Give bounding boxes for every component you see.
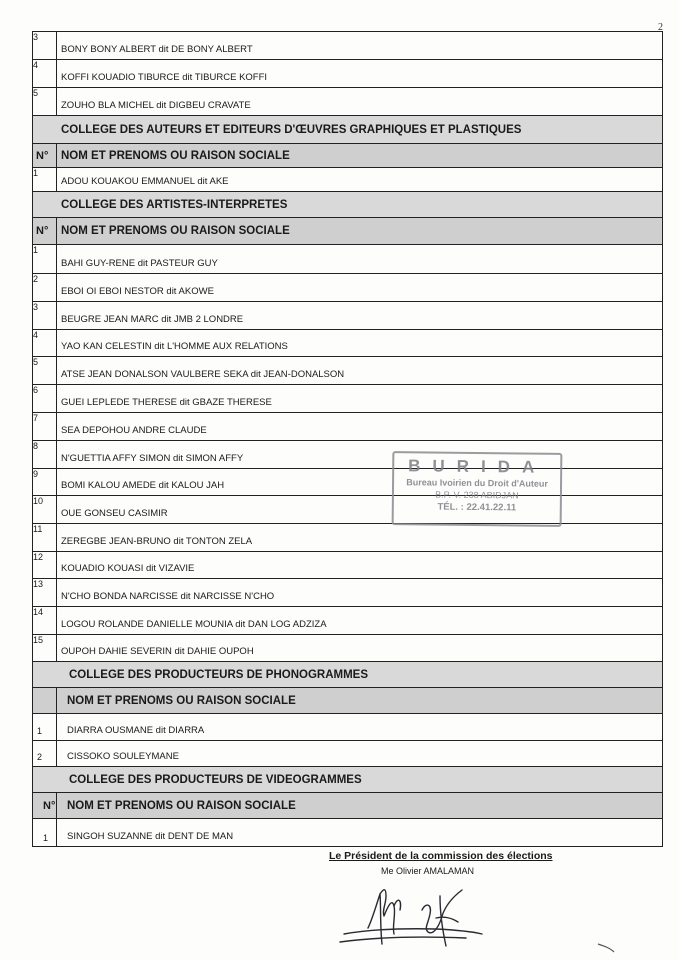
- member-name: CISSOKO SOULEYMANE: [57, 741, 663, 767]
- section-title: COLLEGE DES ARTISTES-INTERPRETES: [33, 192, 663, 218]
- member-name: LOGOU ROLANDE DANIELLE MOUNIA dit DAN LOG ADZIZA: [57, 607, 663, 635]
- member-name: KOUADIO KOUASI dit VIZAVIE: [57, 552, 663, 579]
- header-number: [33, 688, 57, 714]
- signatory-title: Le Président de la commission des élections: [329, 850, 553, 862]
- row-number: 14: [33, 607, 57, 635]
- member-name: EBOI OI EBOI NESTOR dit AKOWE: [57, 274, 663, 302]
- table-row: [33, 32, 663, 60]
- member-name: ADOU KOUAKOU EMMANUEL dit AKE: [57, 168, 663, 192]
- column-header-row: [33, 144, 663, 168]
- table-row: [33, 714, 663, 741]
- header-name: NOM ET PRENOMS OU RAISON SOCIALE: [57, 793, 663, 819]
- member-name: GUEI LEPLEDE THERESE dit GBAZE THERESE: [57, 385, 663, 413]
- table-row: [33, 524, 663, 552]
- table-row: [33, 245, 663, 274]
- header-name: NOM ET PRENOMS OU RAISON SOCIALE: [57, 218, 663, 245]
- table-row: [33, 635, 663, 662]
- member-name: N'GUETTIA AFFY SIMON dit SIMON AFFY: [57, 441, 663, 469]
- table-row: [33, 168, 663, 192]
- handwritten-signature: [336, 876, 486, 956]
- table-row: [33, 496, 663, 524]
- stamp-line: Bureau Ivoirien du Droit d'Auteur: [406, 477, 548, 489]
- table-row: [33, 741, 663, 767]
- table-row: [33, 413, 663, 441]
- header-name: NOM ET PRENOMS OU RAISON SOCIALE: [57, 688, 663, 714]
- row-number: 11: [33, 524, 57, 552]
- row-number: 5: [33, 88, 57, 116]
- member-name: YAO KAN CELESTIN dit L'HOMME AUX RELATIONS: [57, 330, 663, 357]
- header-number: N°: [33, 218, 57, 245]
- table-row: [33, 357, 663, 385]
- row-number: 1: [33, 819, 57, 847]
- section-title-row: [33, 767, 663, 793]
- member-name: OUPOH DAHIE SEVERIN dit DAHIE OUPOH: [57, 635, 663, 662]
- row-number: 4: [33, 330, 57, 357]
- stamp-line: B.P. V. 238 ABIDJAN: [435, 489, 519, 501]
- member-name: BAHI GUY-RENE dit PASTEUR GUY: [57, 245, 663, 274]
- table-row: [33, 274, 663, 302]
- members-table: [32, 31, 663, 847]
- table-row: [33, 441, 663, 469]
- member-name: OUE GONSEU CASIMIR: [57, 496, 663, 524]
- row-number: 5: [33, 357, 57, 385]
- table-row: [33, 385, 663, 413]
- row-number: 4: [33, 60, 57, 88]
- table-row: [33, 469, 663, 496]
- row-number: 1: [33, 245, 57, 274]
- table-row: [33, 60, 663, 88]
- member-name: ATSE JEAN DONALSON VAULBERE SEKA dit JEAN-DONALSON: [57, 357, 663, 385]
- table-row: [33, 88, 663, 116]
- section-title: COLLEGE DES PRODUCTEURS DE VIDEOGRAMMES: [33, 767, 663, 793]
- table-row: [33, 552, 663, 579]
- member-name: SINGOH SUZANNE dit DENT DE MAN: [57, 819, 663, 847]
- row-number: 3: [33, 32, 57, 60]
- member-name: ZEREGBE JEAN-BRUNO dit TONTON ZELA: [57, 524, 663, 552]
- member-name: BONY BONY ALBERT dit DE BONY ALBERT: [57, 32, 663, 60]
- member-name: N'CHO BONDA NARCISSE dit NARCISSE N'CHO: [57, 579, 663, 607]
- member-name: BEUGRE JEAN MARC dit JMB 2 LONDRE: [57, 302, 663, 330]
- member-name: ZOUHO BLA MICHEL dit DIGBEU CRAVATE: [57, 88, 663, 116]
- member-name: KOFFI KOUADIO TIBURCE dit TIBURCE KOFFI: [57, 60, 663, 88]
- signatory-name: Me Olivier AMALAMAN: [381, 866, 475, 876]
- row-number: 1: [33, 168, 57, 192]
- row-number: 3: [33, 302, 57, 330]
- row-number: 6: [33, 385, 57, 413]
- row-number: 10: [33, 496, 57, 524]
- row-number: 9: [33, 469, 57, 496]
- table-row: [33, 819, 663, 847]
- buridastamp: [392, 451, 563, 527]
- table-row: [33, 302, 663, 330]
- column-header-row: [33, 793, 663, 819]
- table-row: [33, 330, 663, 357]
- header-number: N°: [33, 144, 57, 168]
- row-number: 15: [33, 635, 57, 662]
- row-number: 1: [33, 714, 57, 741]
- page-number: 2: [658, 22, 663, 33]
- row-number: 2: [33, 274, 57, 302]
- table-row: [33, 579, 663, 607]
- section-title-row: [33, 116, 663, 144]
- row-number: 13: [33, 579, 57, 607]
- row-number: 7: [33, 413, 57, 441]
- row-number: 12: [33, 552, 57, 579]
- stamp-title: BURIDA: [408, 456, 547, 477]
- table-row: [33, 607, 663, 635]
- column-header-row: [33, 218, 663, 245]
- stamp-line: TÉL. : 22.41.22.11: [437, 501, 517, 514]
- member-name: SEA DEPOHOU ANDRE CLAUDE: [57, 413, 663, 441]
- column-header-row: [33, 688, 663, 714]
- row-number: 2: [33, 741, 57, 767]
- header-number: N°: [33, 793, 57, 819]
- section-title-row: [33, 662, 663, 688]
- row-number: 8: [33, 441, 57, 469]
- section-title: COLLEGE DES AUTEURS ET EDITEURS D'ŒUVRES GRAPHIQUES ET PLASTIQUES: [33, 116, 663, 144]
- pen-mark: [596, 940, 616, 954]
- section-title: COLLEGE DES PRODUCTEURS DE PHONOGRAMMES: [33, 662, 663, 688]
- header-name: NOM ET PRENOMS OU RAISON SOCIALE: [57, 144, 663, 168]
- member-name: DIARRA OUSMANE dit DIARRA: [57, 714, 663, 741]
- member-name: BOMI KALOU AMEDE dit KALOU JAH: [57, 469, 663, 496]
- section-title-row: [33, 192, 663, 218]
